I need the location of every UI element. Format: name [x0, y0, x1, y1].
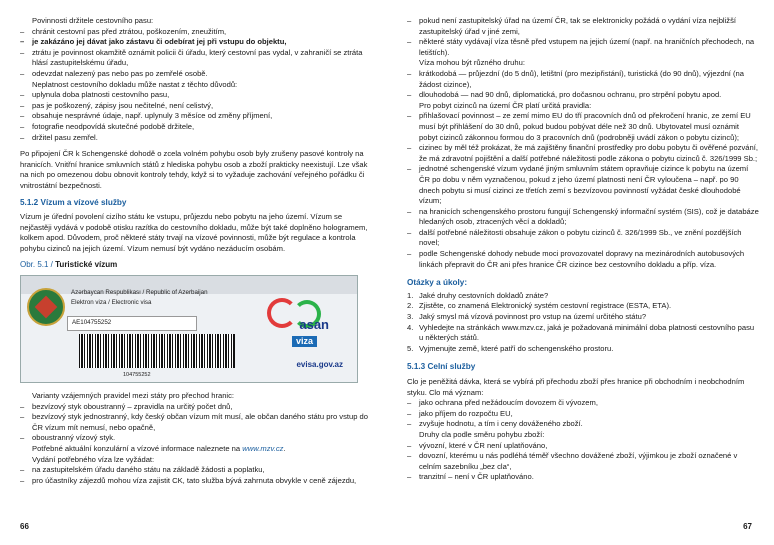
page-number: 67 — [743, 522, 752, 531]
visa-type-line: Elektron viza / Electronic visa — [71, 299, 152, 307]
goods-label: Druhy cla podle směru pohybu zboží: — [419, 429, 545, 439]
question-text: Zjistěte, co znamená Elektronický systém cestovní registrace (ESTA, ETA). — [419, 301, 672, 311]
section-heading: 5.1.3 Celní služby — [407, 362, 476, 372]
list-item: – dlouhodobá — nad 90 dnů, diplomatická, pro dočasnou ochranu, pro strpění pobytu apod. — [407, 90, 759, 101]
left-column — [20, 16, 368, 486]
question-text: Jaké druhy cestovních dokladů znáte? — [419, 290, 549, 300]
list-item: – odevzdat nalezený pas nebo pas po zemřelé osobě. — [20, 69, 368, 80]
visa-paragraph: Vízum je úřední povolení cizího státu ke vstupu, průjezdu nebo pobytu na jeho území. Vízum se nejčastěji vydává v podobě otisku razítka do cestovního dokladu, může být také doplněno hologramem, kolkem apod. Důvodem, proč některé státy trvají na vízové povinnosti, může být regulace a kontrola pohybu cizinců na jejich území. Vízum nemusí být vydáno nezáducím osobám. — [20, 212, 368, 253]
list-item: – fotografie neodpovídá skutečné podobě držitele, — [20, 122, 368, 133]
list-item: – pro účastníky zájezdů mohou víza zajistit CK, tato služba bývá zahrnuta obvykle v ceně zájezdu, — [20, 476, 368, 487]
info-line — [20, 444, 368, 455]
info-suffix: . — [283, 444, 286, 454]
question-item — [407, 312, 759, 323]
barcode-number: 104755252 — [123, 372, 151, 379]
barcode-icon — [79, 334, 235, 368]
question-item — [407, 344, 759, 355]
list-item: – zvyšuje hodnotu, a tím i ceny dováženého zboží. — [407, 419, 759, 430]
visa-country-line: Azərbaycan Respublikası / Republic of Azerbaijan — [71, 289, 208, 297]
question-item — [407, 323, 759, 344]
questions-title: Otázky a úkoly: — [407, 278, 468, 288]
list-item: – je zakázáno jej dávat jako zástavu či odebírat jej při vstupu do objektu, — [20, 37, 368, 48]
list-item: – přihlašovací povinnost – ze zemí mimo EU do tří pracovních dnů od překročení hranic, ze zemí EU musí být přihlášení do 30 dnů, pokud budou pobývat déle než 30 dnů. Ubytovatel musí oznámit pobyt cizinců zákonnou formou do 3 pracovních dnů (podrobněji uvádí zákon o pobytu cizinců); — [407, 111, 759, 143]
list-item: – ztrátu je povinnost okamžitě oznámit policii či úřadu, který cestovní pas vydal, v zahraničí se ztráta hlásí zastupitelskému úřadu, — [20, 48, 368, 69]
list-item: – obsahuje nesprávné údaje, např. uplynuly 3 měsíce od změny příjmení, — [20, 111, 368, 122]
list-item: – jednotné schengenské vízum vydané jiným smluvním státem opravňuje cizince k pobytu na území ČR po dobu v něm vyznačenou, pokud z jeho území platnosti není ČR vyloučena – např. po 90 dnech pobytu si musí cizinci ze třetích zemí s bezvízovou povinností vyžádat české dlouhodobé vízum; — [407, 164, 759, 206]
question-item — [407, 301, 759, 312]
figure-prefix: Obr. 5.1 / — [20, 260, 53, 270]
invalid-label: Neplatnost cestovního dokladu může nastat z těchto důvodů: — [32, 79, 238, 89]
list-item: – jako ochrana před nežádoucím dovozem či vývozem, — [407, 398, 759, 409]
question-text: Vyhledejte na stránkách www.mzv.cz, jaká je požadovaná minimální doba platnosti cestovního pasu u některých států. — [419, 322, 755, 343]
question-number: 4. — [407, 322, 414, 332]
evisa-site: evisa.gov.az — [296, 360, 343, 370]
question-text: Vyjmenujte země, které patří do schengenského prostoru. — [419, 343, 614, 353]
figure-title: Turistické vízum — [55, 260, 118, 270]
list-item: – vývozní, které v ČR není uplatňováno, — [407, 441, 759, 452]
question-text: Jaký smysl má vízová povinnost pro vstup na území určitého státu? — [419, 312, 647, 322]
issue-label: Vydání potřebného víza lze vyžádat: — [32, 454, 155, 464]
list-item: – dovozní, kterému u nás podléhá téměř všechno dovážené zboží, výjimkou je zboží označené v celním sazebníku „bez cla“, — [407, 451, 759, 472]
list-item: – bezvízový styk jednostranný, kdy český občan vízum mít musí, ale občan daného státu pro vstup do ČR vízum mít nemusí, nebo opačně, — [20, 412, 368, 433]
coat-of-arms-icon — [27, 288, 65, 326]
list-item: – bezvízový styk oboustranný – zpravidla na určitý počet dnů, — [20, 402, 368, 413]
viza-logo: viza — [292, 336, 317, 347]
figure-caption — [20, 260, 368, 271]
list-item: – oboustranný vízový styk. — [20, 433, 368, 444]
list-item: – cizinec by měl též prokázat, že má zajištěny finanční prostředky pro dobu pobytu či ověřené pozvání, že má zdravotní pojištění a další potřebné náležitosti podle zákona o pobytu cizinců č. 326/1999 Sb.; — [407, 143, 759, 164]
visa-image — [20, 275, 358, 383]
mzv-link[interactable]: www.mzv.cz — [242, 444, 284, 454]
list-item: – krátkodobá — průjezdní (do 5 dnů), letištní (pro mezipřistání), turistická (do 90 dnů), výjezdní (na žádost cizince), — [407, 69, 759, 90]
schengen-paragraph: Po připojení ČR k Schengenské dohodě o zcela volném pohybu osob byly zrušeny pasové kontroly na hranicích. Vnitřní hranice smluvních států z hlediska pohybu osob a zboží prakticky neexistují. Lze však na nich po omezenou dobu obnovit kontroly tehdy, když si to vyžaduje zachování veřejného pořádku či vnitrostátní bezpečnosti. — [20, 149, 368, 190]
question-number: 1. — [407, 290, 414, 300]
list-item: – tranzitní – není v ČR uplatňováno. — [407, 472, 759, 483]
list-item: – některé státy vydávají víza těsně před vstupem na jejich území (např. na hraničních přechodech, na letištích). — [407, 37, 759, 58]
right-page — [387, 0, 774, 545]
visa-number: AE104755252 — [67, 316, 197, 331]
list-item: – pas je poškozený, zápisy jsou nečitelné, není celistvý, — [20, 101, 368, 112]
question-number: 3. — [407, 312, 414, 322]
variants-label: Varianty vzájemných pravidel mezi státy pro přechod hranic: — [32, 391, 235, 401]
list-item: – pokud není zastupitelský úřad na území ČR, tak se elektronicky požádá o vydání víza nejbližší zastupitelský úřad v jiné zemi, — [407, 16, 759, 37]
list-item: – podle Schengenské dohody nebude moci provozovatel dopravy na mezinárodních autobusových linkách přepravit do ČR ani přes hranice ČR cizince bez cestovního dokladu a příp. víza. — [407, 249, 759, 270]
list-item: – jako příjem do rozpočtu EU, — [407, 409, 759, 420]
duties-label: Povinnosti držitele cestovního pasu: — [32, 16, 154, 25]
customs-paragraph: Clo je peněžitá dávka, která se vybírá při přechodu zboží přes hranice při obchodním i neobchodním styku. Clo má význam: — [407, 377, 745, 397]
question-number: 2. — [407, 301, 414, 311]
types-label: Víza mohou být různého druhu: — [419, 58, 525, 68]
asan-logo: asan — [299, 317, 329, 333]
list-item: – na zastupitelském úřadu daného státu na základě žádosti a poplatku, — [20, 465, 368, 476]
list-item: – držitel pasu zemřel. — [20, 133, 368, 144]
list-item: – uplynula doba platnosti cestovního pasu, — [20, 90, 368, 101]
info-text: Potřebné aktuální konzulární a vízové informace naleznete na — [32, 444, 243, 454]
rules-label: Pro pobyt cizinců na území ČR platí určitá pravidla: — [419, 100, 592, 110]
question-item — [407, 291, 759, 302]
list-item: – na hranicích schengenského prostoru fungují Schengenský informační systém (SIS), což je databáze hledaných osob, ztracených věcí a dokladů; — [407, 207, 759, 228]
section-heading: 5.1.2 Vízum a vízové služby — [20, 197, 127, 207]
list-item: – další potřebné náležitosti obsahuje zákon o pobytu cizinců č. 326/1999 Sb., ve znění pozdějších novel; — [407, 228, 759, 249]
page-number: 66 — [20, 522, 29, 531]
list-item: – chránit cestovní pas před ztrátou, poškozením, zneužitím, — [20, 27, 368, 38]
question-number: 5. — [407, 343, 414, 353]
right-column — [407, 16, 759, 483]
